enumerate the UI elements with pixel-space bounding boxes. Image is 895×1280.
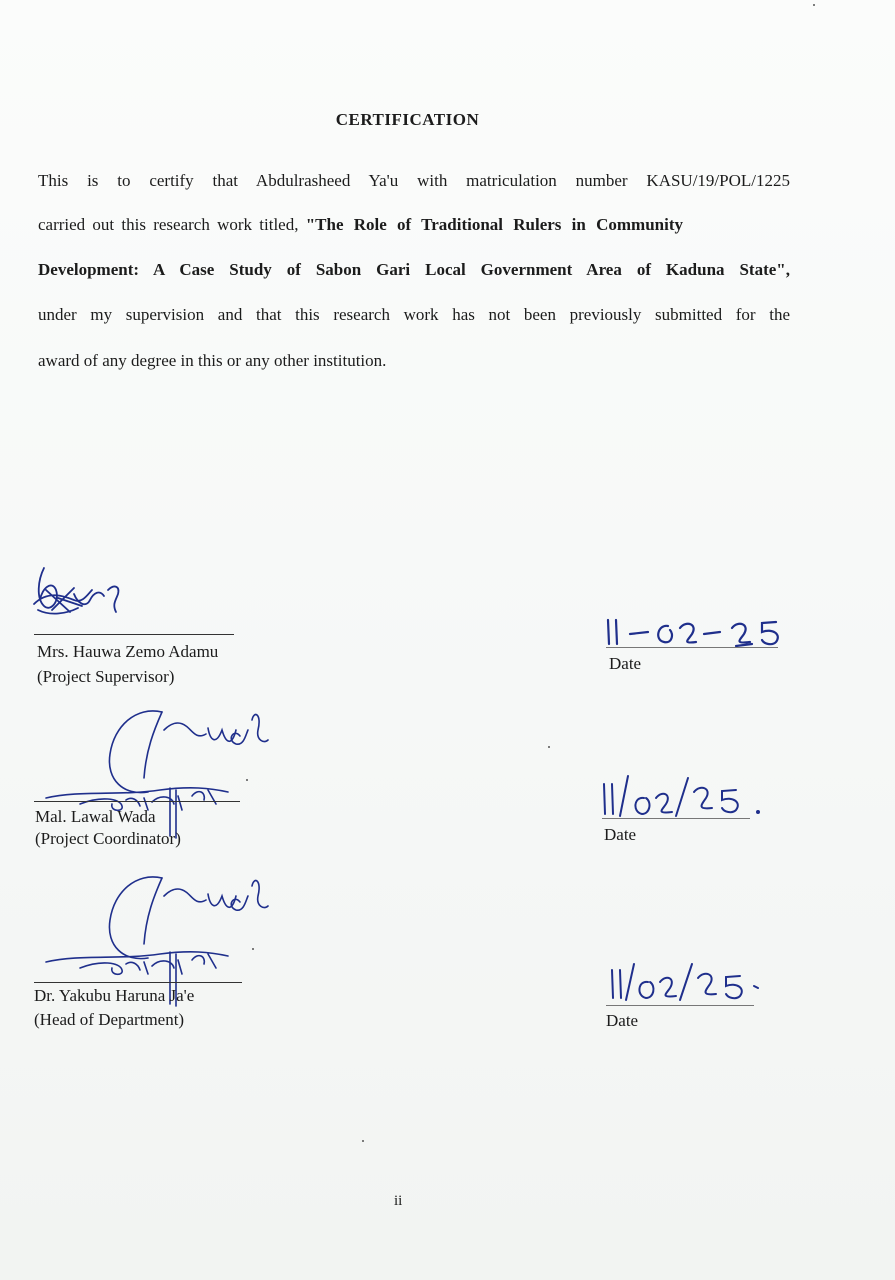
research-title-part-2: Development: A Case Study of Sabon Gari Local Government Area of Kaduna State", (38, 260, 790, 279)
paper-speck (362, 1140, 364, 1142)
paper-speck (813, 4, 815, 6)
hod-role: (Head of Department) (34, 1010, 185, 1029)
paper-speck (246, 779, 248, 781)
coordinator-name: Mal. Lawal Wada (35, 807, 156, 826)
paper-speck (548, 746, 550, 748)
hod-signature-line (34, 982, 242, 983)
research-title-part-1: "The Role of Traditional Rulers in Community (305, 215, 683, 234)
document-title: CERTIFICATION (335, 110, 480, 129)
supervisor-role: (Project Supervisor) (37, 667, 175, 686)
body-line-2 (38, 214, 790, 236)
supervisor-signature-line (34, 634, 234, 635)
supervisor-date-line (606, 647, 778, 648)
hod-date-label: Date (606, 1011, 639, 1030)
body-line-1: This is to certify that Abdulrasheed Ya'u with matriculation number KASU/19/POL/1225 (38, 171, 790, 190)
coordinator-date-line (602, 818, 750, 819)
paper-speck (252, 948, 254, 950)
body-line-5: award of any degree in this or any other institution. (38, 351, 387, 370)
supervisor-name: Mrs. Hauwa Zemo Adamu (37, 642, 219, 661)
page-number: ii (394, 1193, 403, 1209)
coordinator-date-label: Date (604, 825, 637, 844)
body-line-2-lead: carried out this research work titled, (38, 215, 306, 234)
coordinator-signature-line (34, 801, 240, 802)
coordinator-role: (Project Coordinator) (35, 829, 181, 848)
hod-date-line (606, 1005, 754, 1006)
body-line-4: under my supervision and that this research work has not been previously submitted for the (38, 305, 790, 324)
supervisor-date-label: Date (609, 654, 642, 673)
hod-name: Dr. Yakubu Haruna Ja'e (34, 986, 195, 1005)
